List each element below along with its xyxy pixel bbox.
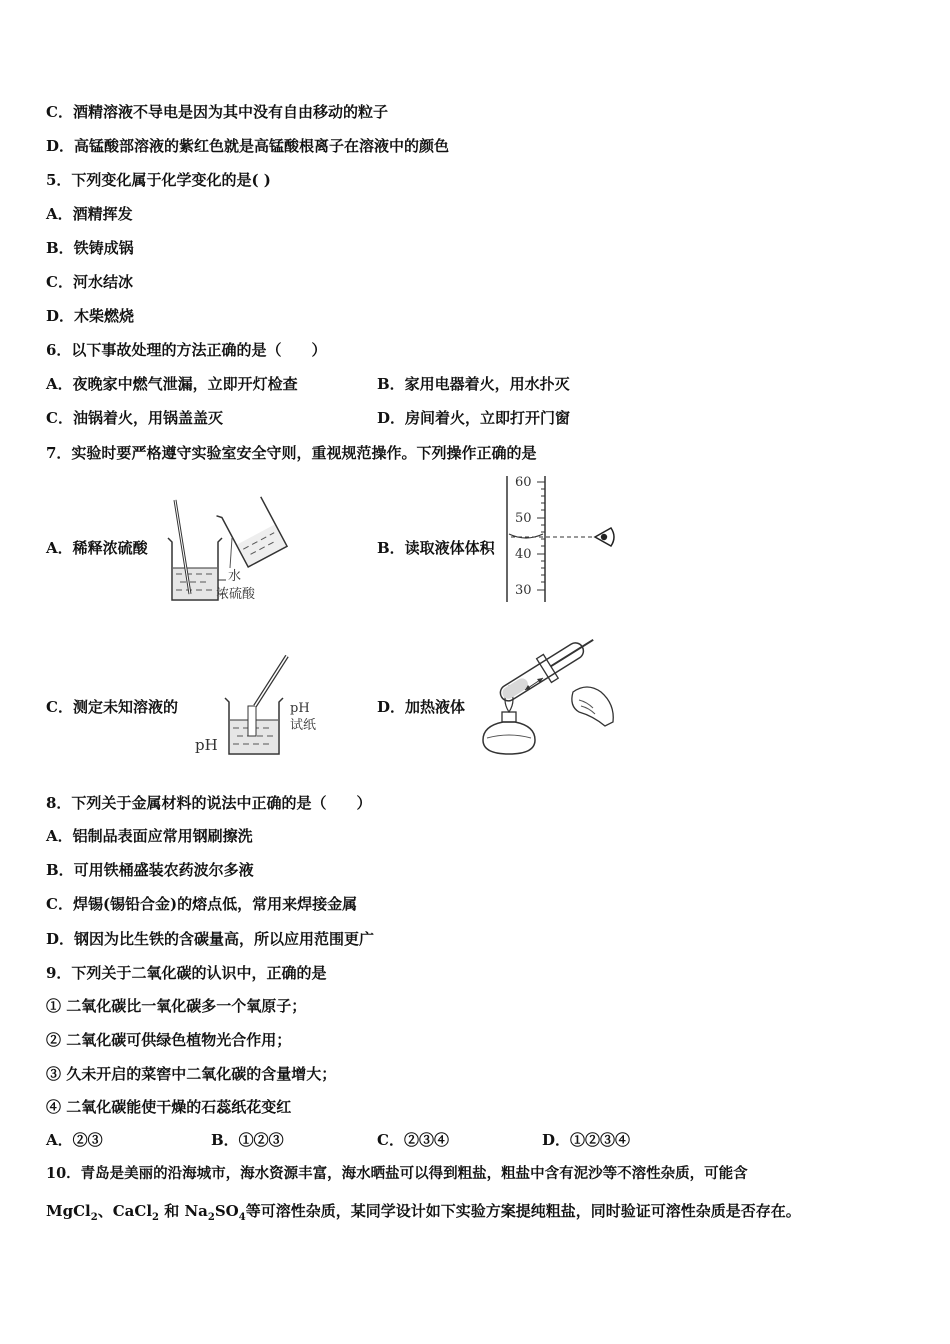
tick-60: 60	[515, 475, 532, 490]
formula-cacl2: CaCl	[112, 1202, 153, 1220]
q9-stem: 9．下列关于二氧化碳的认识中，正确的是	[46, 964, 327, 982]
q7-option-d: D．加热液体	[377, 698, 466, 716]
q9-option-c: C．②③④	[377, 1131, 449, 1149]
formula-mgcl2-sub: 2	[90, 1212, 98, 1223]
ph-test-figure	[193, 650, 333, 758]
q9-statement-3: ③ 久未开启的菜窖中二氧化碳的含量增大；	[46, 1065, 337, 1083]
cylinder-reading-figure	[505, 474, 620, 604]
acid-label: 浓硫酸	[216, 587, 256, 602]
q5-option-c: C．河水结冰	[46, 273, 133, 291]
formula-mgcl2: MgCl	[46, 1202, 91, 1220]
q9-statement-4: ④ 二氧化碳能使干燥的石蕊纸花变红	[46, 1098, 292, 1116]
tick-50: 50	[515, 511, 532, 526]
eye-icon	[595, 528, 614, 546]
q10-stem-line2	[46, 1201, 801, 1228]
q6-option-a: A．夜晚家中燃气泄漏，立即开灯检查	[46, 375, 298, 393]
q9-option-b: B．①②③	[211, 1131, 284, 1149]
ph-paper-label-1: pH	[290, 701, 310, 716]
q5-option-a: A．酒精挥发	[46, 205, 133, 223]
q5-option-b: B．铁铸成锅	[46, 239, 134, 257]
conjunction: 和	[158, 1202, 185, 1220]
q8-option-c: C．焊锡(锡铅合金)的熔点低，常用来焊接金属	[46, 895, 358, 913]
q8-stem: 8．下列关于金属材料的说法中正确的是（ ）	[46, 794, 372, 812]
q7-option-a: A．稀释浓硫酸	[46, 539, 148, 557]
q8-option-a: A．铝制品表面应常用钢刷擦洗	[46, 827, 253, 845]
q6-option-b: B．家用电器着火，用水扑灭	[377, 375, 570, 393]
q7-option-c: C．测定未知溶液的	[46, 698, 178, 716]
q7-stem: 7．实验时要严格遵守实验室安全守则，重视规范操作。下列操作正确的是	[46, 444, 537, 462]
ph-paper-label-2: 试纸	[290, 718, 317, 733]
q6-option-c: C．油锅着火，用锅盖盖灭	[46, 409, 223, 427]
q7-option-b: B．读取液体体积	[377, 539, 495, 557]
q8-option-d: D．钢因为比生铁的含碳量高，所以应用范围更广	[46, 930, 375, 948]
q10-stem-tail: 等可溶性杂质，某同学设计如下实验方案提纯粗盐，同时验证可溶性杂质是否存在。	[245, 1202, 801, 1220]
formula-cacl2-sub: 2	[152, 1212, 159, 1223]
q5-option-d: D．木柴燃烧	[46, 307, 135, 325]
q5-stem: 5．下列变化属于化学变化的是( )	[46, 171, 271, 189]
q9-option-a: A．②③	[46, 1131, 103, 1149]
tick-30: 30	[515, 583, 532, 598]
tick-40: 40	[515, 547, 532, 562]
formula-na-sub: 2	[207, 1212, 215, 1223]
formula-so4-sub: 4	[238, 1212, 246, 1223]
q9-statement-2: ② 二氧化碳可供绿色植物光合作用；	[46, 1031, 292, 1049]
q6-stem: 6．以下事故处理的方法正确的是（ ）	[46, 341, 327, 359]
q6-option-d: D．房间着火，立即打开门窗	[377, 409, 571, 427]
q8-option-b: B．可用铁桶盛装农药波尔多液	[46, 861, 254, 879]
separator: 、	[97, 1202, 113, 1220]
q4-option-d: D．高锰酸部溶液的紫红色就是高锰酸根离子在溶液中的颜色	[46, 137, 450, 155]
ph-label: pH	[195, 736, 218, 754]
q9-option-d: D．①②③④	[542, 1131, 631, 1149]
water-label: 水	[228, 569, 242, 584]
q10-stem-line1: 10．青岛是美丽的沿海城市，海水资源丰富，海水晒盐可以得到粗盐，粗盐中含有泥沙等不溶性杂质，可能含	[46, 1165, 748, 1182]
q9-statement-1: ① 二氧化碳比一氧化碳多一个氧原子；	[46, 997, 307, 1015]
formula-na2so4: Na	[184, 1202, 208, 1220]
heating-liquid-figure	[475, 630, 620, 760]
formula-so4: SO	[214, 1202, 239, 1220]
dilute-acid-figure	[160, 490, 295, 605]
q4-option-c: C．酒精溶液不导电是因为其中没有自由移动的粒子	[46, 103, 388, 121]
